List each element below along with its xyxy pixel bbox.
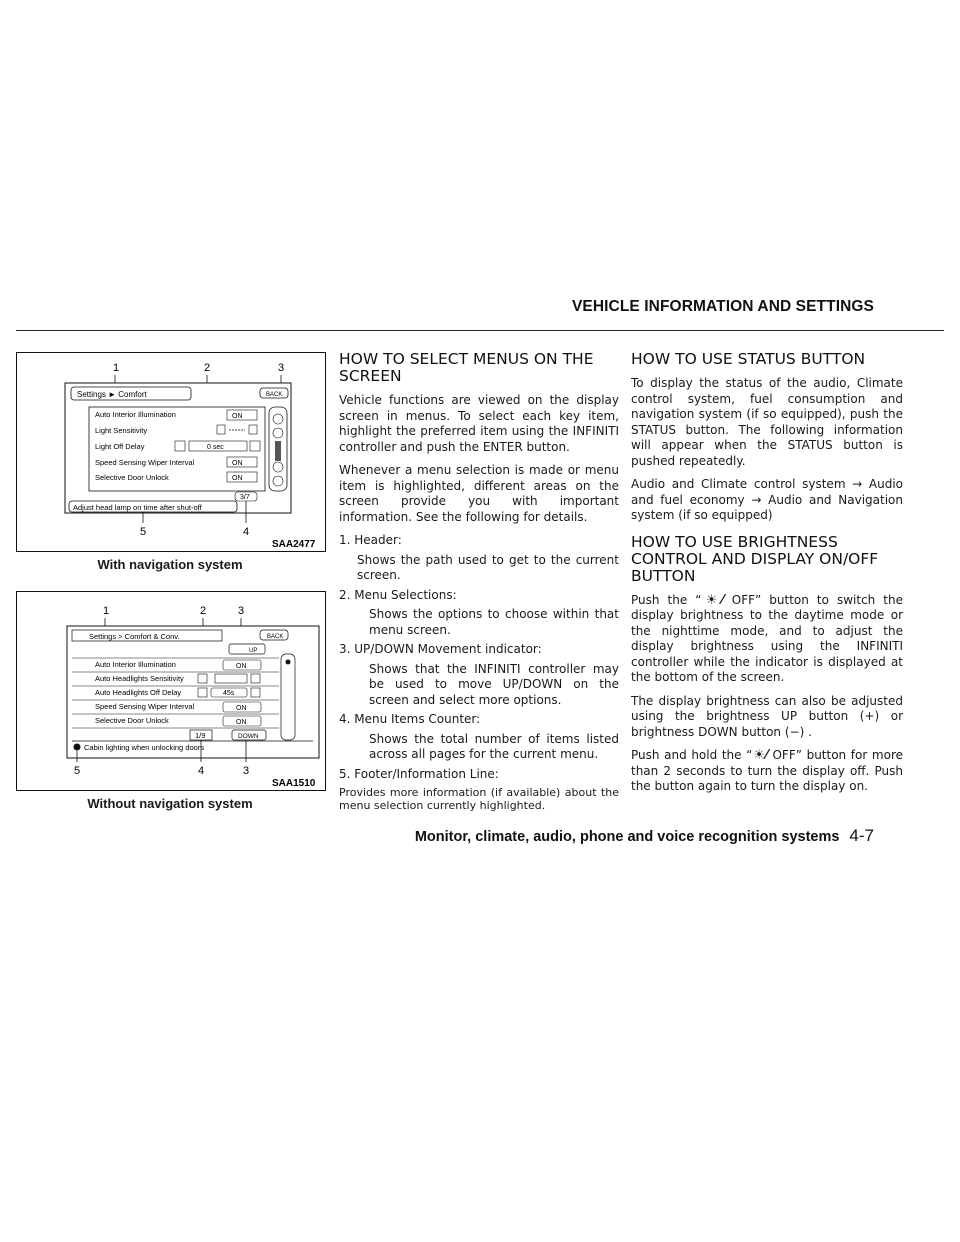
caption-without-navigation: Without navigation system [87,796,253,811]
header-rule [16,330,944,331]
callout-3: 3 [238,605,245,617]
list-item [339,642,619,708]
paragraph-brightness-3 [631,748,903,795]
list-item [339,533,619,584]
callout-3: 3 [278,362,285,374]
column-status-brightness [631,351,903,803]
text-fragment: Push and hold the “ [631,748,753,762]
text-fragment: Push the “ [631,592,702,607]
callout-4: 4 [243,526,250,538]
figure-with-navigation [16,352,326,552]
screen-footer: Adjust head lamp on time after shut-off [73,503,202,512]
menu-row-2-label: Light Sensitivity [95,426,148,435]
menu-row-3-value: 0 sec [207,444,224,451]
menu-counter: 1/9 [195,731,206,740]
menu-row-1-value: ON [236,663,247,670]
list-item-desc: Shows the total number of items listed across all pages for the current menu. [369,731,619,761]
list-item-title: 1. Header: [339,533,402,547]
text-fragment: OFF” button for more than 2 seconds to turn the display off. Push the button again to turn the display on. [631,748,904,793]
paragraph-select-menus-1: Vehicle functions are viewed on the display screen in menus. To select each key item, highlight the preferred item using the INFINITI controller and push the ENTER button. [339,393,619,454]
menu-row-1-label: Auto Interior Illumination [95,410,176,419]
paragraph-brightness-2: The display brightness can also be adjusted using the brightness UP button (+) or brightness DOWN button (−) . [631,693,903,739]
list-item [339,767,619,813]
menu-row-4-value: ON [236,705,247,712]
menu-row-1-label: Auto Interior Illumination [95,660,176,669]
callout-2: 2 [204,362,211,374]
figure-code: SAA1510 [272,778,316,789]
list-item-title: 3. UP/DOWN Movement indicator: [339,642,542,656]
menu-row-4-label: Speed Sensing Wiper Interval [95,458,195,467]
brightness-icon: ☀⁄ [752,748,768,763]
down-indicator: DOWN [238,733,259,740]
text-fragment: OFF” button to switch the display brightness to the daytime mode or the nighttime mode, and to adjust the display brightness using the INFINITI controller while the indicator is displayed at the bottom of the screen. [631,592,903,684]
list-item [339,588,619,639]
list-item-title: 5. Footer/Information Line: [339,766,499,781]
callout-5: 5 [140,526,147,538]
callout-4: 4 [198,765,205,777]
caption-with-navigation: With navigation system [97,557,243,572]
footer-chapter-title: Monitor, climate, audio, phone and voice recognition systems [414,829,840,845]
menu-row-5-value: ON [232,475,243,482]
up-indicator: UP [249,648,258,654]
menu-row-5-value: ON [236,719,247,726]
screen-footer: Cabin lighting when unlocking doors [84,743,205,752]
heading-brightness-control: HOW TO USE BRIGHTNESS CONTROL AND DISPLAY ON/OFF BUTTON [631,532,879,585]
paragraph-status-1: To display the status of the audio, Climate control system, fuel consumption and navigation system (if so equipped), push the STATUS button. The following information will appear when the STATUS button is pushed repeatedly. [631,376,903,468]
callout-1: 1 [113,362,120,374]
screen-header: Settings > Comfort & Conv. [89,632,180,641]
menu-row-3-label: Auto Headlights Off Delay [95,688,182,697]
back-button: BACK [267,634,284,640]
screen-areas-list [339,533,619,812]
menu-row-3-label: Light Off Delay [95,442,145,451]
column-select-menus [339,351,619,816]
menu-row-4-value: ON [232,460,243,467]
paragraph-brightness-1 [631,593,903,686]
list-item-title: 2. Menu Selections: [339,587,457,602]
screen-header: Settings ► Comfort [77,390,147,399]
paragraph-status-2: Audio and Climate control system → Audio and fuel economy → Audio and Navigation system (if so equipped) [631,477,903,522]
figure-code: SAA2477 [272,539,316,550]
menu-row-3-value: 45s [223,690,235,697]
callout-1: 1 [103,605,110,617]
list-item-desc: Shows that the INFINITI controller may be used to move UP/DOWN on the screen and select more options. [369,661,619,707]
callout-2: 2 [200,605,207,617]
page-number: 4-7 [849,826,874,845]
list-item-title: 4. Menu Items Counter: [339,712,481,726]
heading-status-button: HOW TO USE STATUS BUTTON [631,350,866,368]
callout-5: 5 [74,765,81,777]
section-header: VEHICLE INFORMATION AND SETTINGS [571,298,874,315]
list-item-desc: Shows the path used to get to the current screen. [357,552,619,582]
brightness-icon: ☀⁄ [701,592,724,608]
figure-with-navigation-diagram [17,353,325,551]
menu-row-1-value: ON [232,413,243,420]
list-item-desc: Provides more information (if available) about the menu selection currently highlighted. [339,786,619,812]
menu-row-2-label: Auto Headlights Sensitivity [95,674,184,683]
page-footer [415,826,874,846]
menu-row-5-label: Selective Door Unlock [95,473,169,482]
callout-3-bottom: 3 [243,765,250,777]
menu-counter: 3/7 [240,494,250,501]
list-item-desc: Shows the options to choose within that menu screen. [369,607,619,637]
figure-without-navigation [16,591,326,791]
figure-without-navigation-diagram [17,592,325,790]
menu-row-5-label: Selective Door Unlock [95,716,169,725]
paragraph-select-menus-2: Whenever a menu selection is made or menu item is highlighted, different areas on the screen provide you with important information. See the following for details. [339,463,619,524]
menu-row-4-label: Speed Sensing Wiper Interval [95,702,195,711]
list-item [339,712,619,763]
heading-select-menus: HOW TO SELECT MENUS ON THE SCREEN [339,350,594,385]
back-button: BACK [266,392,283,398]
